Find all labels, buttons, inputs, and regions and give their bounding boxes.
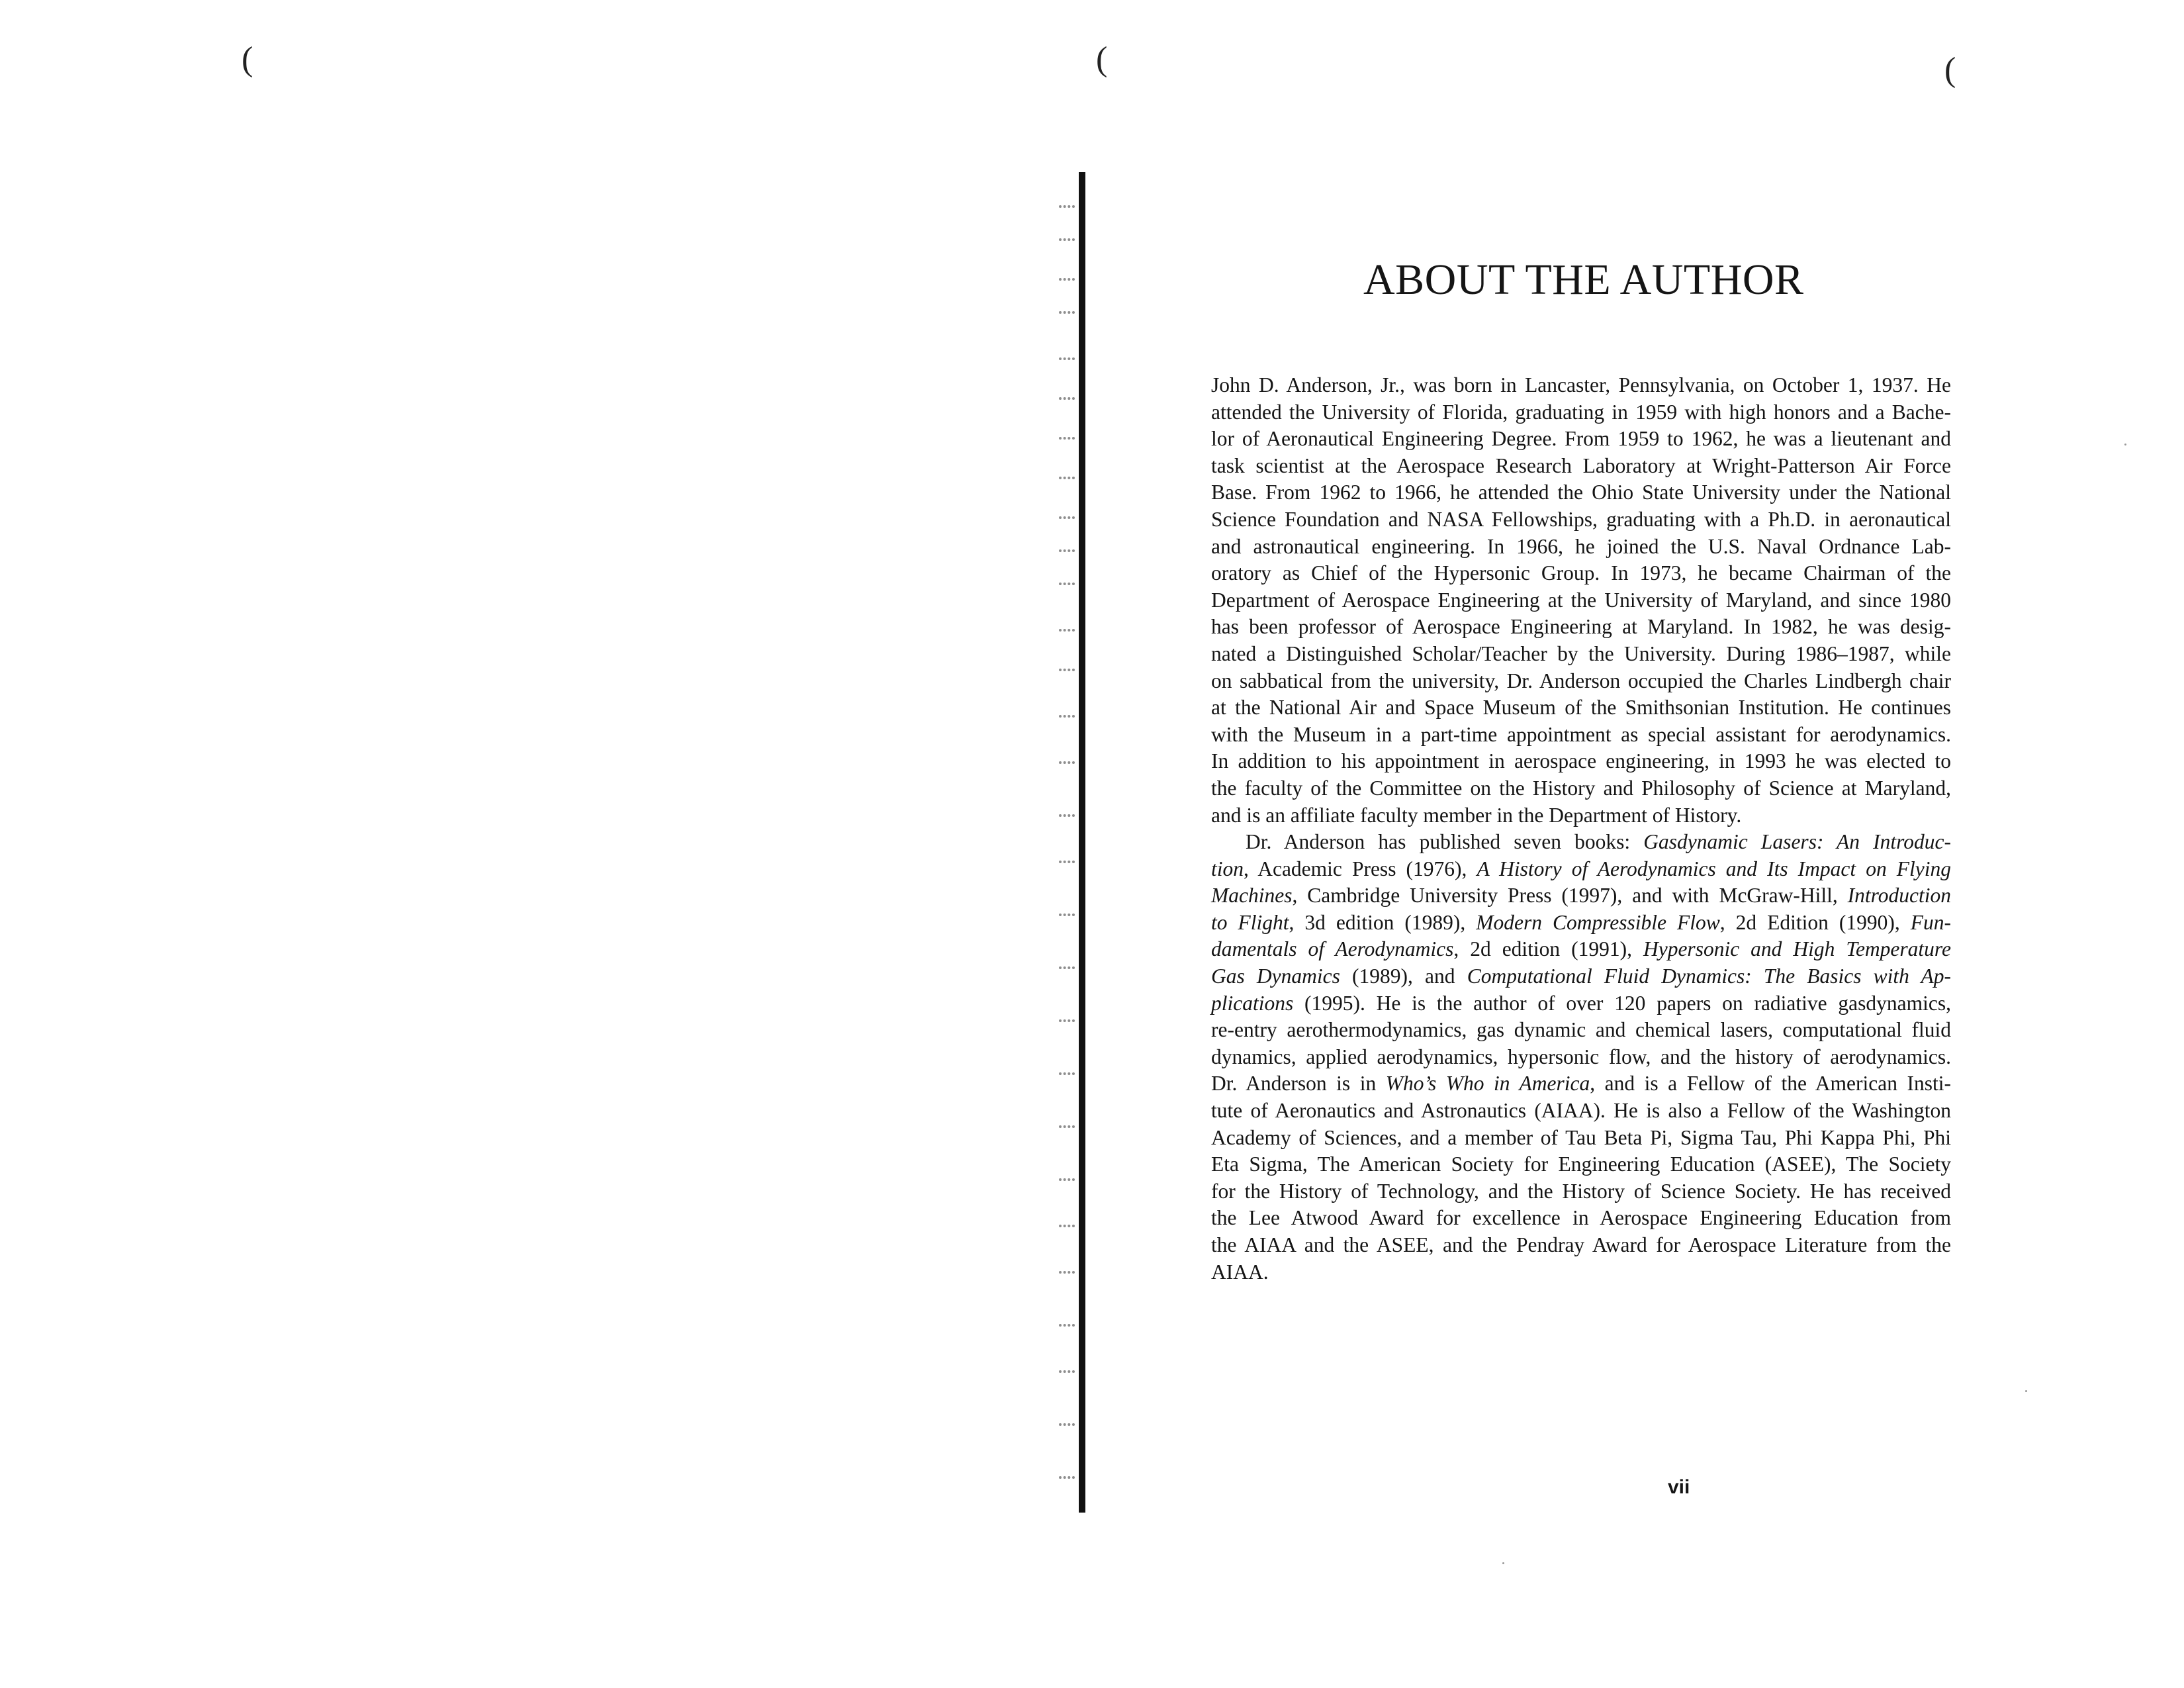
text-run: , 2d Edition (1990), [1719,910,1911,934]
gutter-speck [1059,357,1075,360]
text-run: at the National Air and Space Museum of the Smithsonian Institution. He continues [1211,696,1951,720]
text-run: In addition to his appointment in aerospace engineering, in 1993 he was elected to [1211,749,1951,773]
gutter-speck [1059,205,1075,208]
text-run: (1995). He is the author of over 120 papers on radiative gasdynamics, [1293,991,1951,1015]
text-run: lor of Aeronautical Engineering Degree. From 1959 to 1962, he was a lieutenant and [1211,427,1951,451]
gutter-speck [1059,814,1075,817]
gutter-speck [1059,1324,1075,1327]
paragraph-1 [1211,372,1951,829]
text-line [1211,1205,1951,1232]
italic-title-run: Fun- [1910,910,1951,934]
text-line [1211,694,1951,722]
gutter-speck [1059,583,1075,585]
text-run: (1989), and [1340,964,1467,988]
text-run: Academy of Sciences, and a member of Tau Beta Pi, Sigma Tau, Phi Kappa Phi, Phi [1211,1125,1951,1149]
text-line [1211,1259,1951,1286]
text-run: Science Foundation and NASA Fellowships, graduating with a Ph.D. in aeronautical [1211,507,1951,531]
text-line [1211,1151,1951,1178]
text-line [1211,372,1951,399]
italic-title-run: to Flight [1211,910,1289,934]
gutter-speck [1059,1423,1075,1426]
text-run: John D. Anderson, Jr., was born in Lancaster, Pennsylvania, on October 1, 1937. He [1211,373,1951,397]
text-run: the faculty of the Committee on the History and Philosophy of Science at Maryland, [1211,776,1951,800]
bracket-mark-center: ( [1096,40,1108,78]
text-run: and astronautical engineering. In 1966, he joined the U.S. Naval Ordnance Lab- [1211,534,1951,558]
scan-speck [2124,444,2126,445]
text-line [1211,506,1951,534]
italic-title-run: plications [1211,991,1294,1015]
text-line [1211,1178,1951,1205]
text-line [1211,990,1951,1017]
text-run: task scientist at the Aerospace Research Laboratory at Wright-Patterson Air Force [1211,453,1951,477]
text-run: Dr. Anderson is in [1211,1072,1386,1096]
text-run: and is an affiliate faculty member in the Department of History. [1211,803,1742,827]
gutter-speck [1059,1178,1075,1181]
gutter-speck [1059,477,1075,479]
text-run: with the Museum in a part-time appointment as special assistant for aerodynamics. [1211,722,1951,746]
italic-title-run: Who’s Who in America [1385,1072,1590,1096]
text-line [1211,426,1951,453]
gutter-speck [1059,278,1075,281]
gutter-speck [1059,397,1075,400]
bracket-mark-right: ( [1944,51,1956,89]
text-line [1211,775,1951,802]
italic-title-run: damentals of Aerodynamics [1211,937,1454,961]
italic-title-run: Computational Fluid Dynamics: The Basics with Ap- [1467,964,1951,988]
text-line [1211,453,1951,480]
gutter-speck [1059,629,1075,632]
gutter-speck [1059,669,1075,671]
italic-title-run: Modern Compressible Flow [1476,910,1720,934]
scan-speck [1502,1562,1504,1564]
text-run: Department of Aerospace Engineering at the University of Maryland, and since 1980 [1211,588,1951,612]
gutter-speck [1059,549,1075,552]
gutter-speck [1059,238,1075,241]
text-run: , Academic Press (1976), [1244,857,1477,880]
text-line [1211,614,1951,641]
text-run: the Lee Atwood Award for excellence in Aerospace Engineering Education from [1211,1206,1951,1230]
italic-title-run: A History of Aerodynamics and Its Impact on Flying [1477,857,1951,880]
text-line [1211,1017,1951,1044]
gutter-speck [1059,861,1075,863]
text-run: Eta Sigma, The American Society for Engineering Education (ASEE), The Society [1211,1152,1951,1176]
gutter-speck [1059,761,1075,764]
text-line [1211,1098,1951,1125]
text-line [1211,963,1951,990]
text-run: oratory as Chief of the Hypersonic Group. In 1973, he became Chairman of the [1211,561,1951,585]
paragraph-2 [1211,829,1951,1286]
gutter-speck [1059,715,1075,718]
bracket-mark-left: ( [242,40,253,78]
text-line [1211,668,1951,695]
italic-title-run: Hypersonic and High Temperature [1643,937,1951,961]
text-line [1211,1044,1951,1071]
text-run: tute of Aeronautics and Astronautics (AIAA). He is also a Fellow of the Washington [1211,1099,1951,1123]
text-line [1211,722,1951,749]
text-line [1211,534,1951,561]
gutter-speck [1059,1476,1075,1479]
gutter-speck [1059,966,1075,969]
gutter-speck [1059,1271,1075,1274]
text-line [1211,882,1951,910]
text-run: Base. From 1962 to 1966, he attended the Ohio State University under the National [1211,481,1951,504]
gutter-speck [1059,516,1075,519]
book-gutter [1079,172,1085,1513]
gutter-speck [1059,1225,1075,1227]
text-line [1211,479,1951,506]
text-line [1211,641,1951,668]
gutter-speck [1059,1019,1075,1022]
text-run: , 3d edition (1989), [1289,910,1477,934]
text-line [1211,748,1951,775]
italic-title-run: Gas Dynamics [1211,964,1340,988]
gutter-speck [1059,1125,1075,1128]
text-run: Dr. Anderson has published seven books: [1246,830,1644,854]
italic-title-run: Gasdynamic Lasers: An Introduc- [1643,830,1951,854]
gutter-speck [1059,311,1075,314]
gutter-speck [1059,437,1075,440]
text-run: , and is a Fellow of the American Insti- [1590,1072,1951,1096]
text-line [1211,802,1951,829]
text-run: re-entry aerothermodynamics, gas dynamic and chemical lasers, computational fluid [1211,1018,1951,1042]
italic-title-run: Machines [1211,884,1293,908]
text-line [1211,399,1951,426]
gutter-speck [1059,914,1075,916]
text-run: for the History of Technology, and the History of Science Society. He has received [1211,1179,1951,1203]
page-heading: ABOUT THE AUTHOR [1363,256,1804,304]
text-run: , 2d edition (1991), [1453,937,1643,961]
author-biography [1211,372,1951,1286]
text-run: has been professor of Aerospace Engineering at Maryland. In 1982, he was desig- [1211,615,1951,639]
text-line [1211,829,1951,856]
text-line [1211,910,1951,937]
text-run: dynamics, applied aerodynamics, hypersonic flow, and the history of aerodynamics. [1211,1045,1951,1068]
text-line [1211,587,1951,614]
text-line [1211,1070,1951,1098]
text-run: AIAA. [1211,1260,1269,1284]
text-run: nated a Distinguished Scholar/Teacher by the University. During 1986–1987, while [1211,641,1951,665]
text-run: attended the University of Florida, graduating in 1959 with high honors and a Bache- [1211,400,1951,424]
italic-title-run: Introduction [1847,884,1951,908]
text-line [1211,856,1951,883]
text-line [1211,1232,1951,1259]
gutter-speck [1059,1072,1075,1075]
italic-title-run: tion [1211,857,1244,880]
text-run: , Cambridge University Press (1997), and with McGraw-Hill, [1292,884,1848,908]
text-line [1211,936,1951,963]
text-line [1211,560,1951,587]
text-run: on sabbatical from the university, Dr. Anderson occupied the Charles Lindbergh chair [1211,669,1951,692]
text-run: the AIAA and the ASEE, and the Pendray Award for Aerospace Literature from the [1211,1233,1951,1256]
scan-speck [2025,1390,2027,1392]
text-line [1211,1125,1951,1152]
gutter-speck [1059,1370,1075,1373]
page-number: vii [1668,1476,1690,1498]
